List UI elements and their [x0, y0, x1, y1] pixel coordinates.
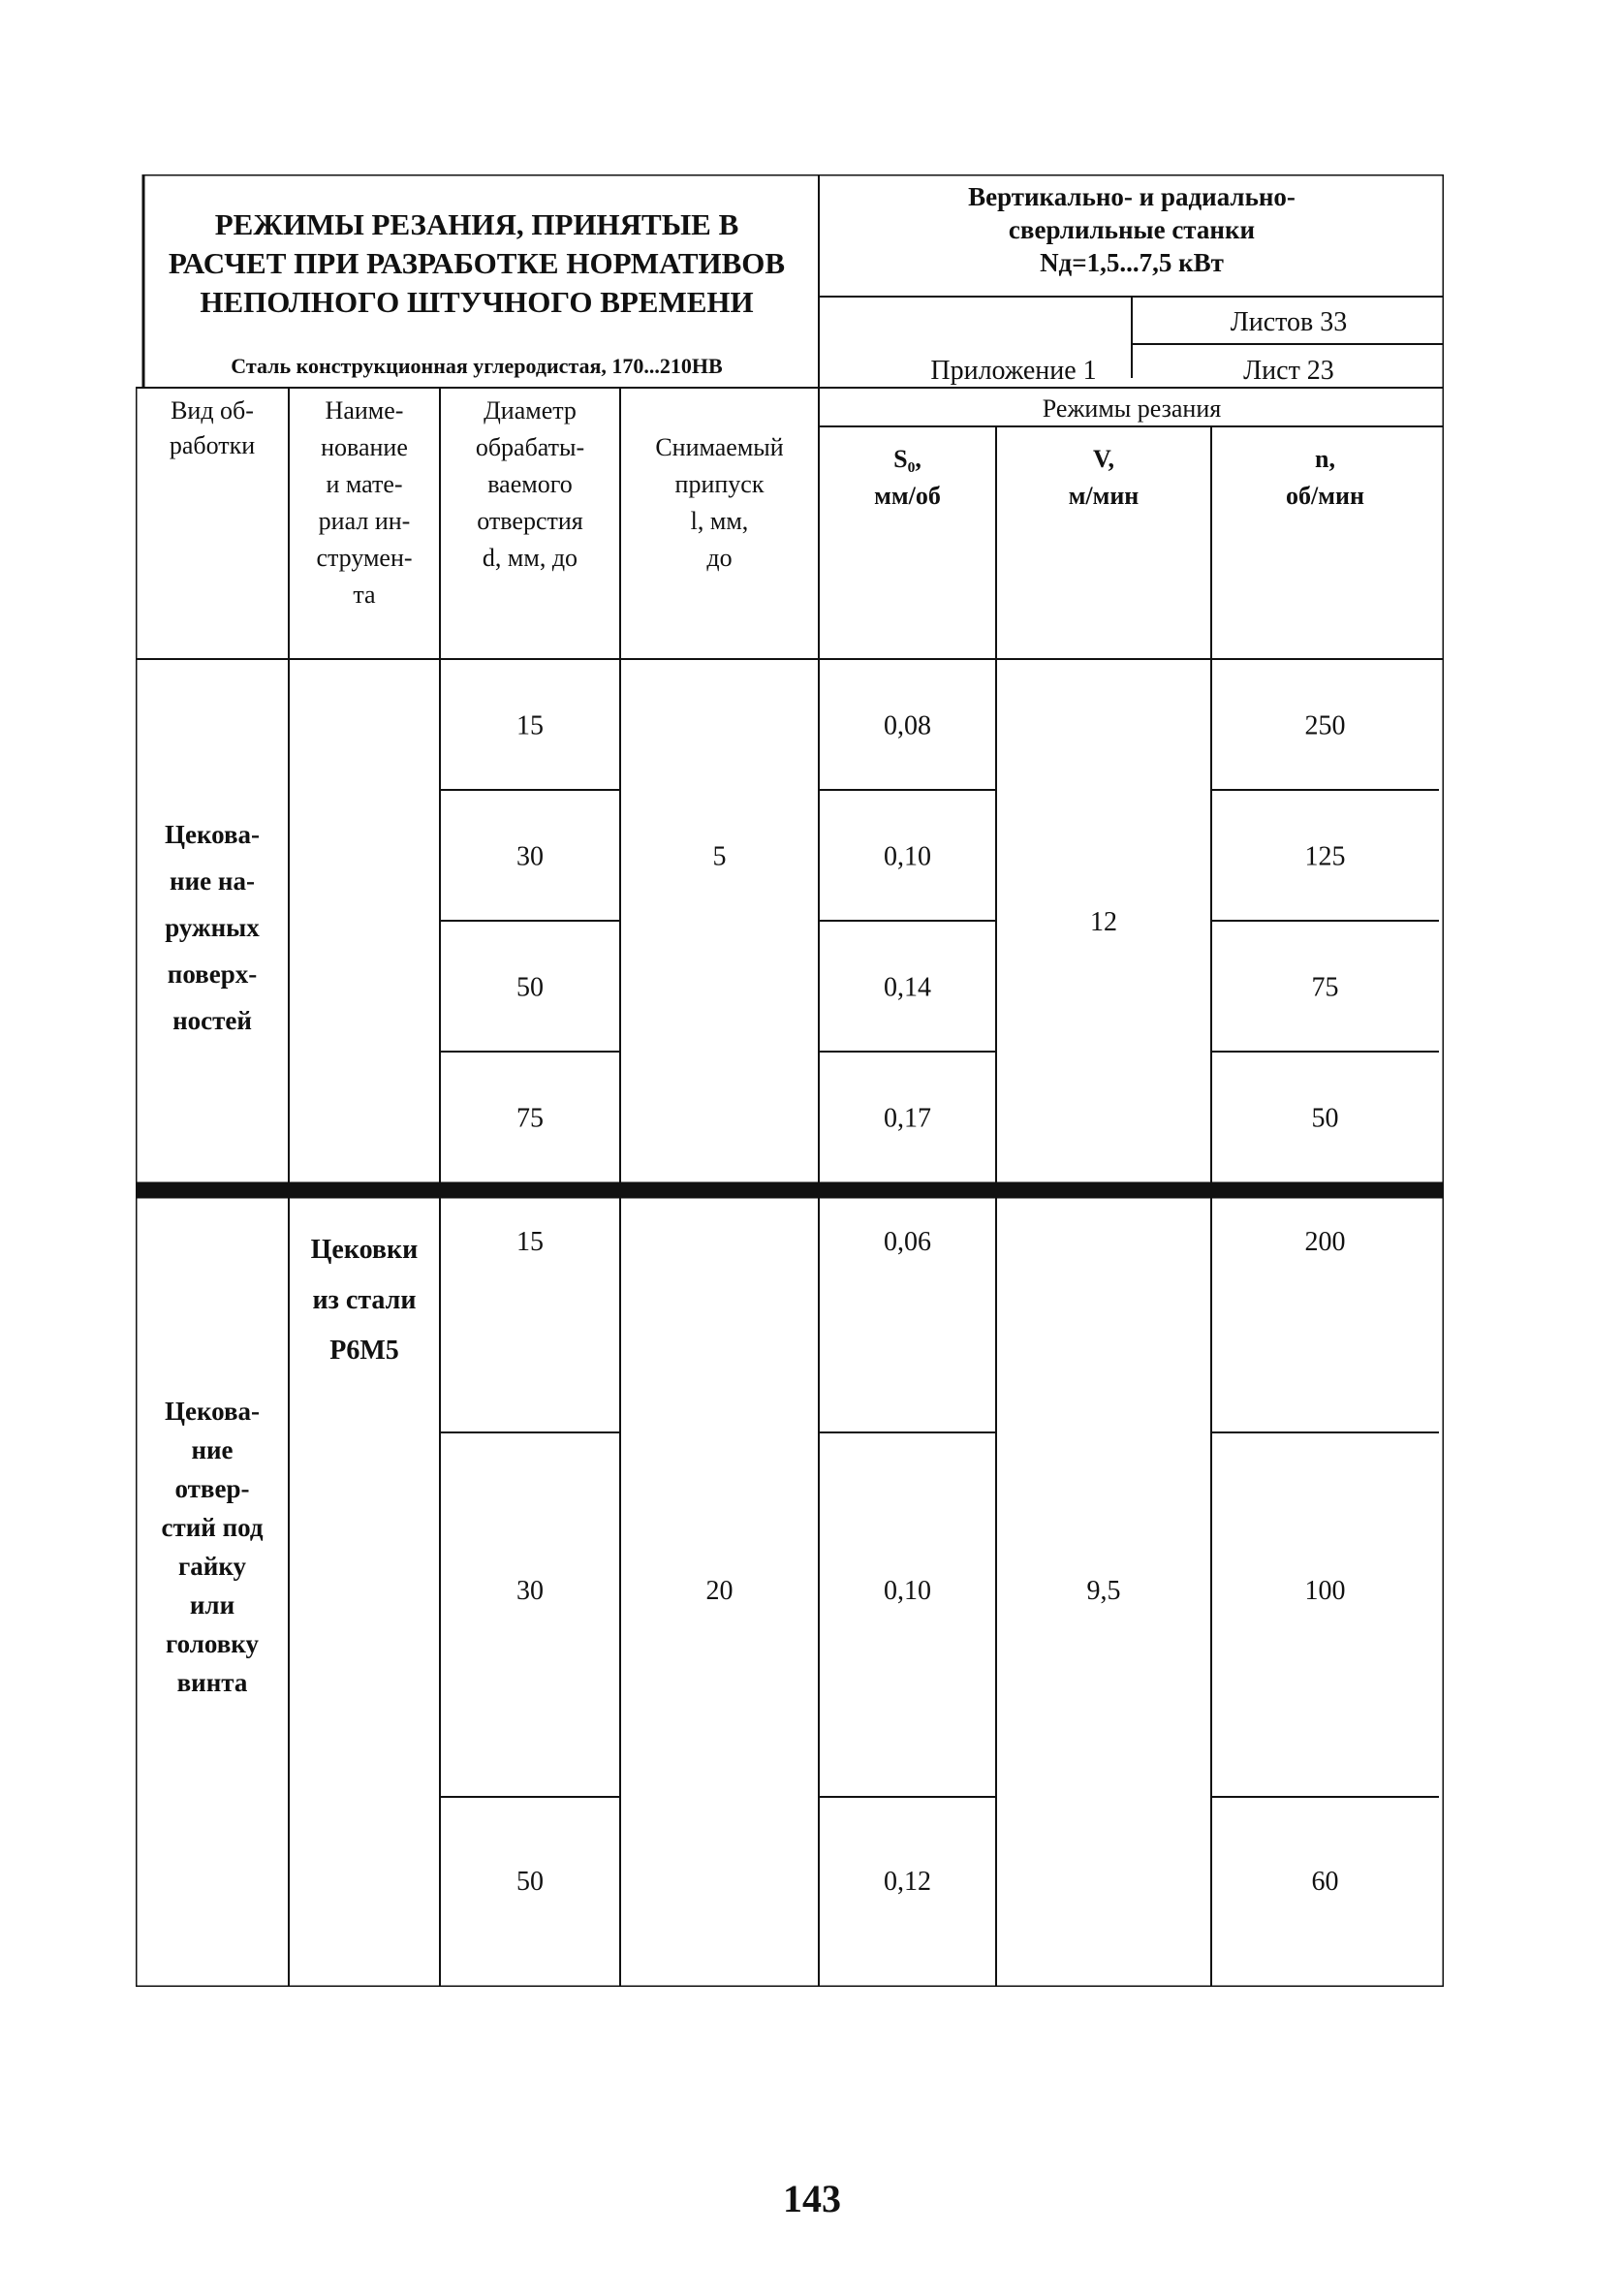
table-title-line: РАСЧЕТ ПРИ РАЗРАБОТКЕ НОРМАТИВОВ — [168, 246, 786, 280]
column-header-tool: риал ин- — [318, 507, 411, 535]
cell-feed: 0,06 — [884, 1227, 931, 1257]
cell-rpm: 250 — [1304, 710, 1346, 741]
cell-diameter: 50 — [516, 1867, 544, 1897]
operation-name: Цекова- — [164, 1397, 261, 1426]
column-header-allowance: припуск — [674, 470, 765, 498]
tool-name: Цековки — [310, 1235, 419, 1265]
column-header-diameter: Диаметр — [484, 396, 577, 425]
column-header-s: мм/об — [874, 482, 941, 510]
machine-spec-line: Вертикально- и радиально- — [968, 182, 1296, 211]
operation-name: ние — [191, 1435, 234, 1464]
group-separator — [136, 1182, 1444, 1198]
operation-name: ностей — [172, 1006, 252, 1035]
operation-name: или — [189, 1590, 235, 1620]
appendix-label: Приложение 1 — [930, 356, 1097, 386]
cell-speed: 12 — [1090, 907, 1117, 937]
column-header-diameter: d, мм, до — [482, 544, 578, 572]
operation-name: головку — [166, 1629, 259, 1658]
column-header-n: об/мин — [1286, 482, 1364, 510]
cell-rpm: 100 — [1304, 1576, 1346, 1606]
cell-feed: 0,17 — [884, 1103, 931, 1134]
column-header-tool: та — [353, 581, 376, 609]
cell-diameter: 15 — [516, 710, 544, 741]
document-table — [136, 174, 1444, 1987]
cell-rpm: 50 — [1311, 1103, 1339, 1134]
tool-name: Р6М5 — [329, 1336, 399, 1366]
sheets-total-label: Листов 33 — [1230, 307, 1348, 337]
column-header-modes: Режимы резания — [1042, 394, 1222, 423]
operation-name: ние на- — [170, 866, 255, 896]
cell-rpm: 125 — [1304, 841, 1346, 872]
machine-spec-line: сверлильные станки — [1008, 215, 1256, 244]
column-header-v: V, — [1093, 445, 1114, 473]
column-header-tool: нование — [321, 433, 408, 461]
page-number: 143 — [783, 2177, 841, 2220]
column-header-diameter: отверстия — [477, 507, 583, 535]
column-header-vid: Вид об- — [171, 396, 254, 425]
operation-name: гайку — [178, 1552, 246, 1581]
sheet-number-label: Лист 23 — [1243, 356, 1334, 386]
table-title-line: РЕЖИМЫ РЕЗАНИЯ, ПРИНЯТЫЕ В — [214, 207, 739, 241]
table-subtitle: Сталь конструкционная углеродистая, 170...210НВ — [231, 354, 723, 378]
column-header-diameter: обрабаты- — [475, 433, 585, 461]
column-header-tool: Наиме- — [325, 396, 404, 425]
operation-name: стий под — [161, 1513, 264, 1542]
operation-name: Цекова- — [164, 820, 261, 849]
cell-diameter: 15 — [516, 1227, 544, 1257]
table-grid — [136, 174, 1444, 1987]
cell-diameter: 50 — [516, 972, 544, 1003]
column-header-diameter: ваемого — [487, 470, 573, 498]
column-header-allowance: Снимаемый — [655, 433, 784, 461]
cell-feed: 0,12 — [884, 1867, 931, 1897]
cell-diameter: 30 — [516, 841, 544, 872]
table-title-line: НЕПОЛНОГО ШТУЧНОГО ВРЕМЕНИ — [200, 285, 754, 319]
tool-name: из стали — [312, 1285, 417, 1315]
cell-feed: 0,08 — [884, 710, 931, 741]
cell-rpm: 60 — [1311, 1867, 1339, 1897]
cell-rpm: 200 — [1304, 1227, 1346, 1257]
cell-allowance: 20 — [705, 1576, 734, 1606]
machine-spec-line: Nд=1,5...7,5 кВт — [1040, 248, 1224, 277]
cell-diameter: 75 — [516, 1103, 544, 1134]
cell-rpm: 75 — [1311, 972, 1339, 1003]
column-header-allowance: l, мм, — [690, 507, 749, 535]
cell-speed: 9,5 — [1086, 1576, 1121, 1606]
operation-name: ружных — [165, 913, 260, 942]
column-header-tool: и мате- — [326, 470, 403, 498]
operation-name: винта — [176, 1668, 248, 1697]
operation-name: поверх- — [167, 959, 258, 989]
cell-feed: 0,14 — [884, 972, 931, 1003]
operation-name: отвер- — [174, 1474, 250, 1503]
cell-feed: 0,10 — [884, 1576, 931, 1606]
cell-allowance: 5 — [712, 841, 727, 872]
column-header-vid: работки — [169, 431, 256, 459]
column-header-v: м/мин — [1068, 482, 1140, 510]
column-header-tool: струмен- — [316, 544, 413, 572]
column-header-allowance: до — [706, 544, 733, 572]
column-header-n: n, — [1315, 445, 1335, 473]
cell-feed: 0,10 — [884, 841, 931, 872]
cell-diameter: 30 — [516, 1576, 544, 1606]
column-header-s: S₀, — [893, 445, 921, 473]
